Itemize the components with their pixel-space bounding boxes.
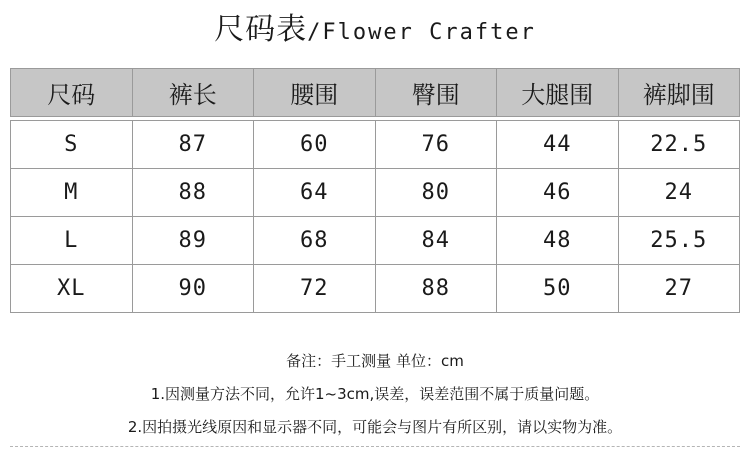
table-cell: 60: [254, 121, 376, 169]
table-cell: 44: [497, 121, 619, 169]
note-color-difference: 2.因拍摄光线原因和显示器不同，可能会与图片有所区别，请以实物为准。: [127, 418, 623, 436]
header-size: 尺码: [11, 69, 133, 117]
table-cell: 50: [497, 265, 619, 313]
header-pants-length: 裤长: [132, 69, 254, 117]
table-header-row: [11, 69, 740, 117]
table-cell: 88: [375, 265, 497, 313]
table-cell: 27: [618, 265, 740, 313]
table-row: [11, 121, 740, 169]
table-cell: 88: [132, 169, 254, 217]
table-cell: S: [11, 121, 133, 169]
remark-text: 备注：手工测量 单位：cm: [286, 352, 464, 370]
table-cell: 72: [254, 265, 376, 313]
size-chart-table: [10, 68, 740, 313]
table-cell: 24: [618, 169, 740, 217]
table-cell: M: [11, 169, 133, 217]
header-thigh: 大腿围: [497, 69, 619, 117]
header-hip: 臀围: [375, 69, 497, 117]
table-cell: 80: [375, 169, 497, 217]
table-cell: 76: [375, 121, 497, 169]
table-row: [11, 265, 740, 313]
table-row: [11, 217, 740, 265]
title-chinese: 尺码表: [214, 12, 308, 47]
table-cell: L: [11, 217, 133, 265]
header-waist: 腰围: [254, 69, 376, 117]
table-cell: 46: [497, 169, 619, 217]
table-cell: 68: [254, 217, 376, 265]
table-cell: 22.5: [618, 121, 740, 169]
page-title: [0, 10, 750, 54]
table-cell: XL: [11, 265, 133, 313]
table-cell: 64: [254, 169, 376, 217]
table-cell: 87: [132, 121, 254, 169]
header-leg-opening: 裤脚围: [618, 69, 740, 117]
table-cell: 90: [132, 265, 254, 313]
notes-section: [0, 345, 750, 444]
table-row: [11, 169, 740, 217]
table-cell: 48: [497, 217, 619, 265]
note-measurement-error: 1.因测量方法不同，允许1~3cm,误差，误差范围不属于质量问题。: [150, 385, 600, 403]
table-cell: 89: [132, 217, 254, 265]
bottom-divider: [10, 446, 740, 447]
table-cell: 25.5: [618, 217, 740, 265]
table-cell: 84: [375, 217, 497, 265]
title-brand: /Flower Crafter: [307, 20, 536, 45]
